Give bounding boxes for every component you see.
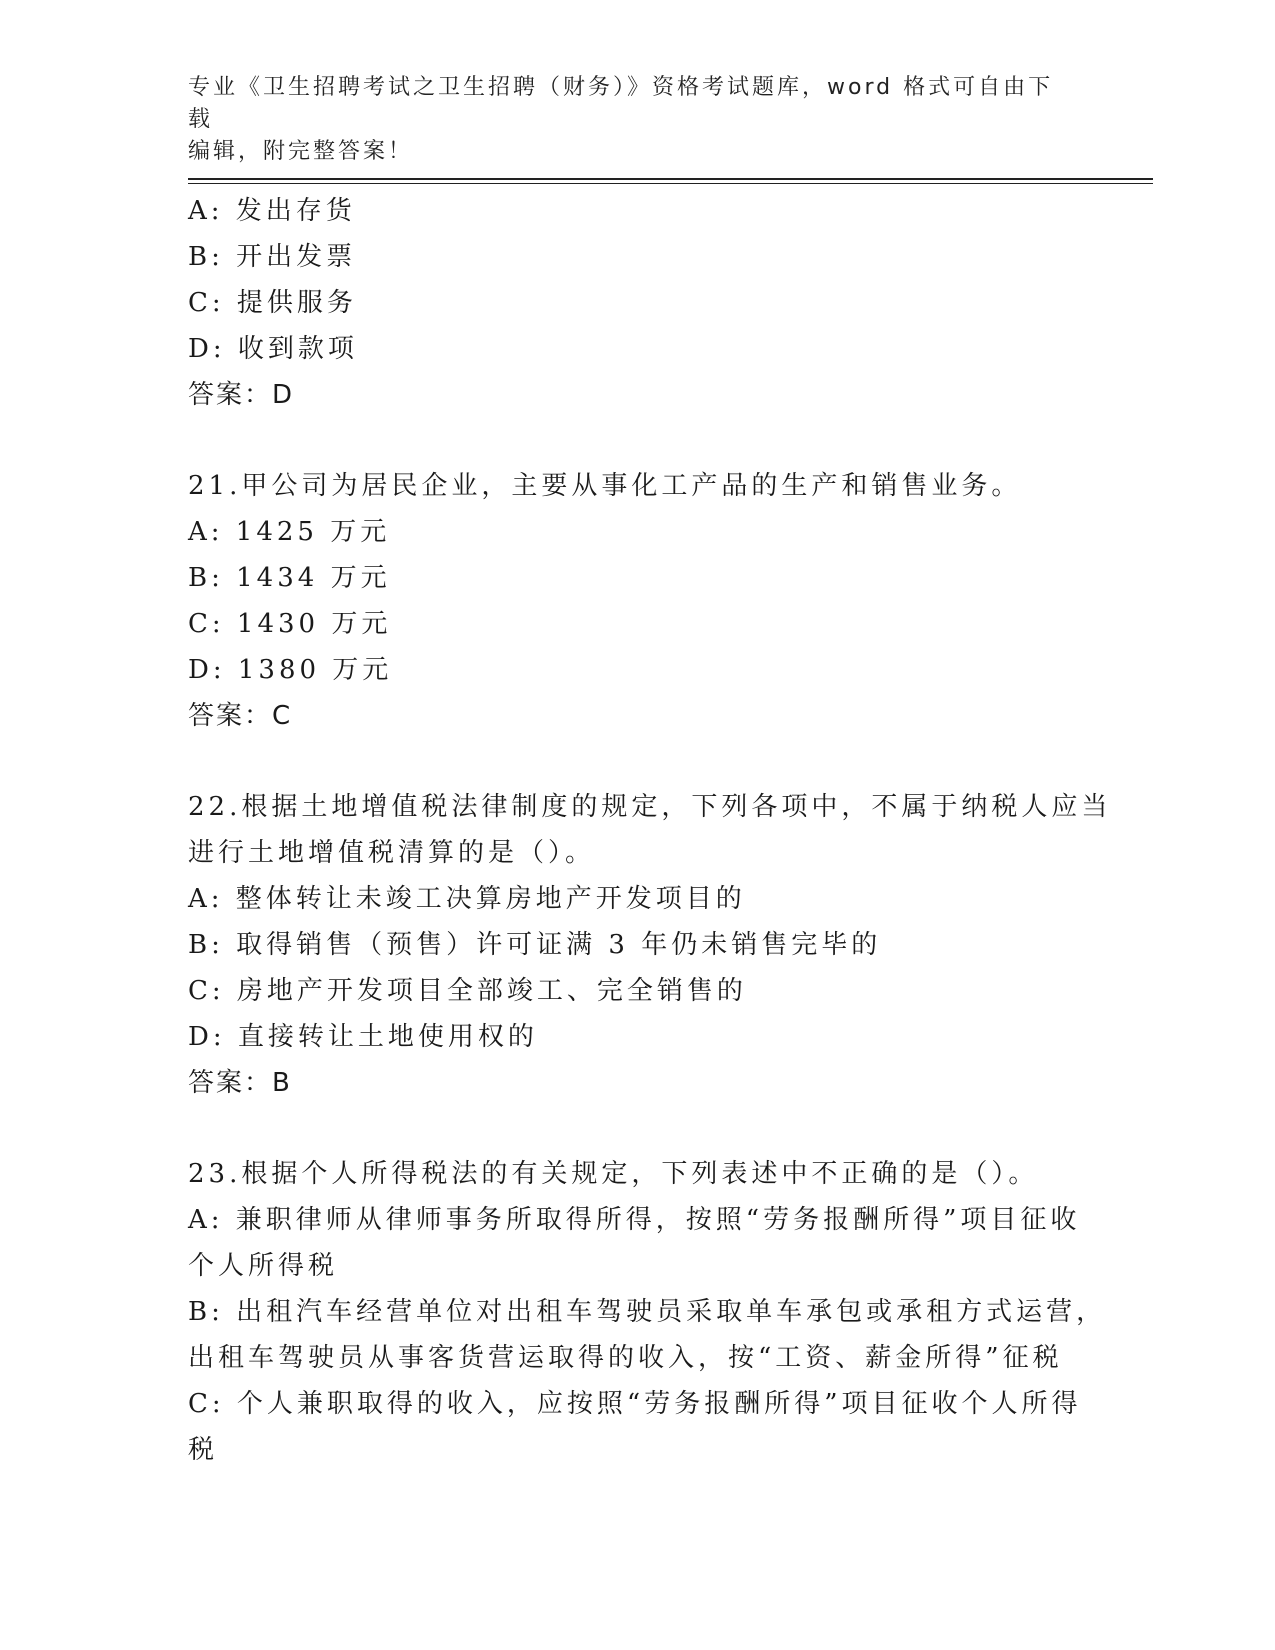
question-23-block (188, 1151, 1107, 1473)
q21-option-a: A: 1425 万元 (188, 517, 391, 547)
q22-option-a: A: 整体转让未竣工决算房地产开发项目的 (188, 884, 746, 914)
q22-option-d: D: 直接转让土地使用权的 (188, 1022, 538, 1052)
q23-option-b-line-1: B: 出租汽车经营单位对出租车驾驶员采取单车承包或承租方式运营， (188, 1297, 1107, 1327)
q20-option-c: C: 提供服务 (188, 288, 357, 318)
header-divider-thick (188, 178, 1153, 180)
spacer (188, 418, 1078, 463)
q20-option-a: A: 发出存货 (188, 196, 356, 226)
q23-question: 23.根据个人所得税法的有关规定，下列表述中不正确的是（）。 (188, 1159, 1039, 1189)
spacer (188, 739, 1078, 784)
q23-option-b-line-2: 出租车驾驶员从事客货营运取得的收入，按“工资、薪金所得”征税 (188, 1343, 1063, 1373)
q22-option-c: C: 房地产开发项目全部竣工、完全销售的 (188, 976, 747, 1006)
q22-answer: 答案：B (188, 1068, 292, 1098)
q23-option-c-line-1: C: 个人兼职取得的收入，应按照“劳务报酬所得”项目征收个人所得 (188, 1389, 1082, 1419)
q22-question-line-1: 22.根据土地增值税法律制度的规定，下列各项中，不属于纳税人应当 (188, 792, 1112, 822)
question-content (188, 188, 1112, 1473)
q23-option-a-line-2: 个人所得税 (188, 1251, 339, 1281)
q22-option-b: B: 取得销售（预售）许可证满 3 年仍未销售完毕的 (188, 930, 882, 960)
header-line-1: 专业《卫生招聘考试之卫生招聘（财务）》资格考试题库，word 格式可自由下载 (188, 75, 1054, 132)
q20-option-d: D: 收到款项 (188, 334, 358, 364)
q23-option-a-line-1: A: 兼职律师从律师事务所取得所得，按照“劳务报酬所得”项目征收 (188, 1205, 1081, 1235)
document-header (188, 72, 1068, 168)
spacer (188, 1106, 1078, 1151)
question-20-block (188, 188, 1078, 418)
q22-question-line-2: 进行土地增值税清算的是（）。 (188, 838, 596, 868)
q20-answer: 答案：D (188, 380, 295, 410)
q20-option-b: B: 开出发票 (188, 242, 357, 272)
q23-option-c-line-2: 税 (188, 1435, 219, 1465)
q21-question: 21.甲公司为居民企业，主要从事化工产品的生产和销售业务。 (188, 471, 1022, 501)
question-22-block (188, 784, 1112, 1106)
q21-option-b: B: 1434 万元 (188, 563, 391, 593)
header-line-2: 编辑，附完整答案！ (188, 139, 414, 164)
header-divider-thin (188, 183, 1153, 184)
q21-option-c: C: 1430 万元 (188, 609, 392, 639)
q21-answer: 答案：C (188, 701, 293, 731)
q21-option-d: D: 1380 万元 (188, 655, 393, 685)
question-21-block (188, 463, 1078, 739)
